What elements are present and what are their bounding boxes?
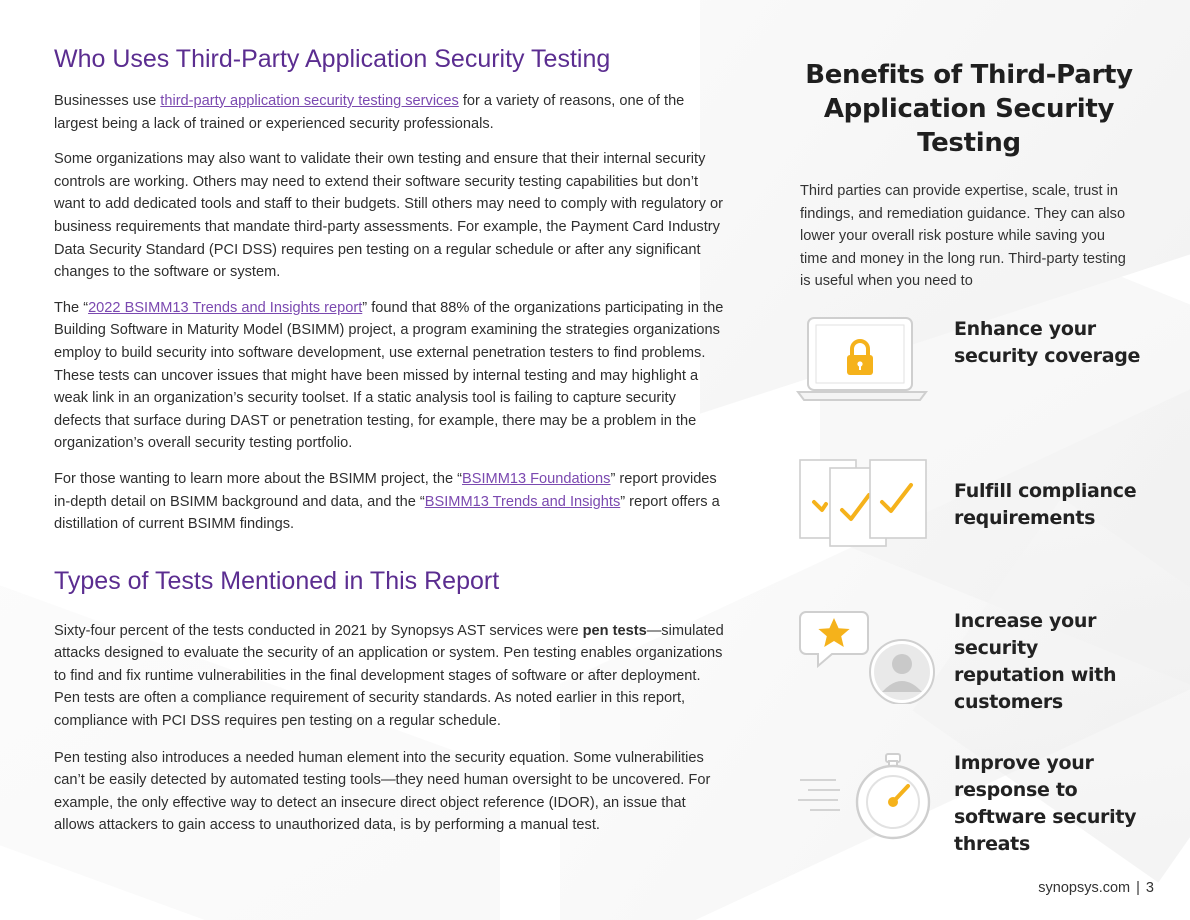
text-span: —simulated attacks designed to evaluate the security of an application or system. Pen testing enables organizations to find and fix runtime vulnerabilities in the final development stages of software or after deployment. Pen tests are often a compliance requirement of security standards. As noted earlier in this report, compliance with PCI DSS requires pen testing on a regular schedule. — [54, 622, 724, 730]
section-title-who-uses: Who Uses Third-Party Application Security Testing — [54, 45, 611, 73]
text-span: The “ — [54, 299, 89, 316]
benefit-label-fulfill-compliance: Fulfill compliance requirements — [954, 480, 1137, 529]
page-number: 3 — [1145, 880, 1154, 896]
text-span: Businesses use — [54, 93, 161, 109]
paragraph-businesses-use — [54, 90, 726, 135]
sidebar-title: Benefits of Third-Party Application Security Testing — [805, 60, 1133, 158]
sidebar-intro: Third parties can provide expertise, scale, trust in findings, and remediation guidance. They can also lower your overall risk posture while saving you time and money in the long run. Third-party testing is useful when you need to — [800, 183, 1126, 290]
benefit-item — [796, 316, 1142, 406]
bold-pen-tests: pen tests — [582, 622, 647, 639]
text-span: found that 88% of the organizations participating in the Building Software in Maturity Model (BSIMM) project, a program examining the strategies organizations employ to build security into software development, use external penetration testers to find problems. These tests can uncover issues that might have been missed by internal testing and may highlight a weak link in an organization’s security toolset. If a static analysis tool is failing to capture security defects that surface during DAST or penetration testing, for example, there may be a problem in the organization’s overall security testing portfolio. — [54, 299, 724, 452]
section-title-types-of-tests: Types of Tests Mentioned in This Report — [54, 566, 500, 595]
checklist-documents-icon — [796, 458, 928, 550]
paragraph-learn-more — [54, 468, 726, 536]
stopwatch-icon — [796, 750, 938, 862]
benefits-sidebar — [796, 58, 1142, 855]
link-bsimm13-foundations[interactable]: BSIMM13 Foundations — [462, 470, 611, 487]
paragraph-sixty-four-percent — [54, 620, 726, 733]
paragraph-human-element: Pen testing also introduces a needed human element into the security equation. Some vulnerabilities can’t be easily detected by automated testing tools—they need human oversight to be uncovered. For example, the only effective way to detect an insecure direct object reference (IDOR), an issue that allows attackers to gain access to unauthorized data, is by performing a manual test. — [54, 749, 711, 834]
link-bsimm13-trends-insights[interactable]: BSIMM13 Trends and Insights — [424, 493, 621, 510]
text-span: For those wanting to learn more about the BSIMM project, the “ — [54, 470, 463, 487]
benefit-label-improve-response: Improve your response to software security threats — [954, 752, 1137, 855]
page-footer — [1038, 880, 1154, 896]
text-span: ” report offers a distillation of current BSIMM findings. — [54, 493, 720, 533]
text-span: Sixty-four percent of the tests conducted in 2021 by Synopsys AST services were — [54, 622, 583, 639]
benefit-item — [796, 458, 1142, 550]
link-bsimm13-trends-report[interactable]: 2022 BSIMM13 Trends and Insights report — [88, 299, 363, 316]
link-third-party-services[interactable]: third-party application security testing services — [160, 93, 459, 109]
laptop-lock-icon — [796, 316, 928, 406]
footer-site: synopsys.com — [1038, 880, 1131, 896]
paragraph-organizations-validate: Some organizations may also want to validate their own testing and ensure that their internal security controls are working. Others may need to extend their software security testing capabilities but don’t want to add dedicated tools and staff to their budgets. Still others may need to comply with regulatory or business requirements that mandate third-party assessments. For example, the Payment Card Industry Data Security Standard (PCI DSS) requires pen testing on a regular schedule or after any significant changes to the software or system. — [54, 151, 723, 281]
text-span: ” report provides in-depth detail on BSIMM background and data, and the “ — [54, 470, 717, 510]
benefit-item — [796, 608, 1142, 713]
paragraph-bsimm-report — [54, 297, 726, 455]
star-review-user-icon — [796, 608, 938, 704]
footer-separator: | — [1136, 880, 1140, 896]
benefit-label-enhance-coverage: Enhance your security coverage — [954, 318, 1141, 367]
text-span: for a variety of reasons, one of the largest being a lack of trained or experienced security professionals. — [54, 93, 685, 132]
benefit-label-increase-reputation: Increase your security reputation with customers — [954, 610, 1117, 713]
benefit-item — [796, 750, 1142, 862]
text-span: ” — [362, 299, 368, 316]
main-content — [54, 44, 726, 850]
